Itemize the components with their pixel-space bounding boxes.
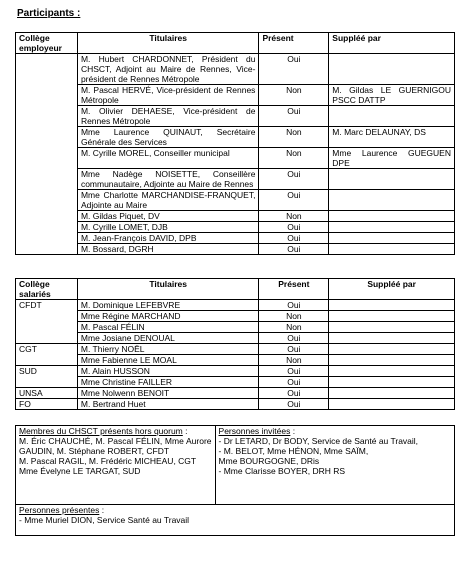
supplee-cell bbox=[329, 300, 455, 311]
present-cell: Non bbox=[259, 127, 329, 148]
table-row bbox=[16, 377, 455, 388]
employer-header: Collège employeur bbox=[16, 33, 78, 54]
supplee-cell bbox=[329, 244, 455, 255]
present-cell: Oui bbox=[259, 222, 329, 233]
titulaire-cell: M. Alain HUSSON bbox=[77, 366, 259, 377]
titulaire-cell: M. Cyrille LOMET, DJB bbox=[77, 222, 259, 233]
titulaire-cell: M. Gildas Piquet, DV bbox=[77, 211, 259, 222]
table-row bbox=[16, 322, 455, 333]
hors-quorum-cell bbox=[16, 426, 216, 505]
invitees-colon: : bbox=[290, 426, 296, 436]
table-row bbox=[16, 148, 455, 169]
table-row bbox=[16, 244, 455, 255]
table-row bbox=[16, 222, 455, 233]
hors-quorum-list-2: M. Pascal RAGIL, M. Frédéric MICHEAU, CGT bbox=[19, 456, 197, 466]
titulaire-cell: M. Cyrille MOREL, Conseiller municipal bbox=[77, 148, 259, 169]
table-row bbox=[16, 366, 455, 377]
supplee-cell bbox=[329, 106, 455, 127]
table-row bbox=[16, 344, 455, 355]
present-cell: Non bbox=[259, 211, 329, 222]
table-row bbox=[16, 333, 455, 344]
titulaire-cell: Mme Laurence QUINAUT, Secrétaire Générale des Services bbox=[77, 127, 259, 148]
present-cell: Oui bbox=[259, 399, 329, 410]
supplee-cell bbox=[329, 333, 455, 344]
table-row bbox=[16, 388, 455, 399]
titulaires-header: Titulaires bbox=[77, 279, 259, 300]
employee-college-table bbox=[15, 278, 455, 410]
titulaire-cell: Mme Josiane DENOUAL bbox=[77, 333, 259, 344]
titulaire-cell: M. Pascal FÉLIN bbox=[77, 322, 259, 333]
present-cell: Oui bbox=[259, 344, 329, 355]
union-cell: FO bbox=[16, 399, 78, 410]
present-header: Présent bbox=[259, 279, 329, 300]
present-cell: Non bbox=[259, 322, 329, 333]
present-persons-colon: : bbox=[99, 505, 105, 515]
present-cell: Oui bbox=[259, 333, 329, 344]
union-cell: CFDT bbox=[16, 300, 78, 344]
invitee-line: Mme BOURGOGNE, DRis bbox=[218, 456, 320, 466]
table-row bbox=[16, 300, 455, 311]
supplee-header: Suppléé par bbox=[329, 33, 455, 54]
titulaires-header: Titulaires bbox=[77, 33, 259, 54]
present-cell: Oui bbox=[259, 366, 329, 377]
present-cell: Non bbox=[259, 148, 329, 169]
union-cell: UNSA bbox=[16, 388, 78, 399]
table-row bbox=[16, 355, 455, 366]
titulaire-cell: M. Pascal HERVÉ, Vice-président de Rennes Métropole bbox=[77, 85, 259, 106]
table-row bbox=[16, 233, 455, 244]
present-cell: Oui bbox=[259, 106, 329, 127]
titulaire-cell: M. Hubert CHARDONNET, Président du CHSCT, Adjoint au Maire de Rennes, Vice-président de Rennes Métropole bbox=[77, 54, 259, 85]
present-cell: Oui bbox=[259, 244, 329, 255]
titulaire-cell: M. Thierry NOËL bbox=[77, 344, 259, 355]
table-row bbox=[16, 311, 455, 322]
supplee-cell bbox=[329, 322, 455, 333]
titulaire-cell: Mme Nolwenn BENOIT bbox=[77, 388, 259, 399]
supplee-cell bbox=[329, 233, 455, 244]
present-persons-text: - Mme Muriel DION, Service Santé au Travail bbox=[19, 515, 190, 525]
supplee-cell: Mme Laurence GUEGUEN DPE bbox=[329, 148, 455, 169]
present-persons-title: Personnes présentes bbox=[19, 505, 100, 515]
titulaire-cell: Mme Christine FAILLER bbox=[77, 377, 259, 388]
present-cell: Oui bbox=[259, 300, 329, 311]
supplee-cell bbox=[329, 211, 455, 222]
invitees-cell bbox=[215, 426, 454, 505]
present-cell: Oui bbox=[259, 190, 329, 211]
present-cell: Non bbox=[259, 85, 329, 106]
others-table bbox=[15, 425, 455, 536]
hors-quorum-list: M. Éric CHAUCHÉ, M. Pascal FÉLIN, Mme Aurore GAUDIN, M. Stéphane ROBERT, CFDT bbox=[19, 436, 212, 456]
titulaire-cell: M. Dominique LEFEBVRE bbox=[77, 300, 259, 311]
supplee-cell bbox=[329, 190, 455, 211]
union-cell: SUD bbox=[16, 366, 78, 388]
present-cell: Non bbox=[259, 311, 329, 322]
titulaire-cell: M. Jean-François DAVID, DPB bbox=[77, 233, 259, 244]
employee-header: Collège salariés bbox=[16, 279, 78, 300]
titulaire-cell: M. Bossard, DGRH bbox=[77, 244, 259, 255]
table-row bbox=[16, 106, 455, 127]
table-row bbox=[16, 85, 455, 106]
present-cell: Oui bbox=[259, 377, 329, 388]
invitee-line: - Mme Clarisse BOYER, DRH RS bbox=[218, 466, 346, 476]
supplee-cell bbox=[329, 344, 455, 355]
supplee-cell bbox=[329, 388, 455, 399]
present-cell: Oui bbox=[259, 169, 329, 190]
supplee-cell bbox=[329, 399, 455, 410]
invitee-line: - M. BELOT, Mme HÉNON, Mme SAÏM, bbox=[218, 446, 369, 456]
hors-quorum-colon: : bbox=[182, 426, 188, 436]
table-row bbox=[16, 190, 455, 211]
present-cell: Non bbox=[259, 355, 329, 366]
page-title: Participants : bbox=[17, 8, 81, 19]
supplee-cell bbox=[329, 355, 455, 366]
supplee-cell: M. Marc DELAUNAY, DS bbox=[329, 127, 455, 148]
present-header: Présent bbox=[259, 33, 329, 54]
titulaire-cell: Mme Nadège NOISETTE, Conseillère communautaire, Adjointe au Maire de Rennes bbox=[77, 169, 259, 190]
hors-quorum-list-3: Mme Évelyne LE TARGAT, SUD bbox=[19, 466, 141, 476]
table-row bbox=[16, 127, 455, 148]
supplee-cell bbox=[329, 169, 455, 190]
supplee-cell bbox=[329, 54, 455, 85]
invitees-title: Personnes invitées bbox=[218, 426, 291, 436]
present-cell: Oui bbox=[259, 54, 329, 85]
supplee-cell bbox=[329, 222, 455, 233]
supplee-cell bbox=[329, 311, 455, 322]
titulaire-cell: M. Bertrand Huet bbox=[77, 399, 259, 410]
supplee-header: Suppléé par bbox=[329, 279, 455, 300]
present-cell: Oui bbox=[259, 388, 329, 399]
table-row bbox=[16, 399, 455, 410]
invitee-line: - Dr LETARD, Dr BODY, Service de Santé au Travail, bbox=[218, 436, 419, 446]
college-employeur-cell bbox=[16, 54, 78, 255]
titulaire-cell: Mme Charlotte MARCHANDISE-FRANQUET, Adjointe au Maire bbox=[77, 190, 259, 211]
union-cell: CGT bbox=[16, 344, 78, 366]
table-row bbox=[16, 211, 455, 222]
hors-quorum-title: Membres du CHSCT présents hors quorum bbox=[19, 426, 183, 436]
employer-college-table bbox=[15, 32, 455, 255]
titulaire-cell: M. Olivier DEHAESE, Vice-président de Rennes Métropole bbox=[77, 106, 259, 127]
supplee-cell: M. Gildas LE GUERNIGOU PSCC DATTP bbox=[329, 85, 455, 106]
titulaire-cell: Mme Régine MARCHAND bbox=[77, 311, 259, 322]
present-persons-cell bbox=[16, 505, 455, 536]
table-row bbox=[16, 54, 455, 85]
titulaire-cell: Mme Fabienne LE MOAL bbox=[77, 355, 259, 366]
supplee-cell bbox=[329, 377, 455, 388]
present-cell: Oui bbox=[259, 233, 329, 244]
table-row bbox=[16, 169, 455, 190]
supplee-cell bbox=[329, 366, 455, 377]
